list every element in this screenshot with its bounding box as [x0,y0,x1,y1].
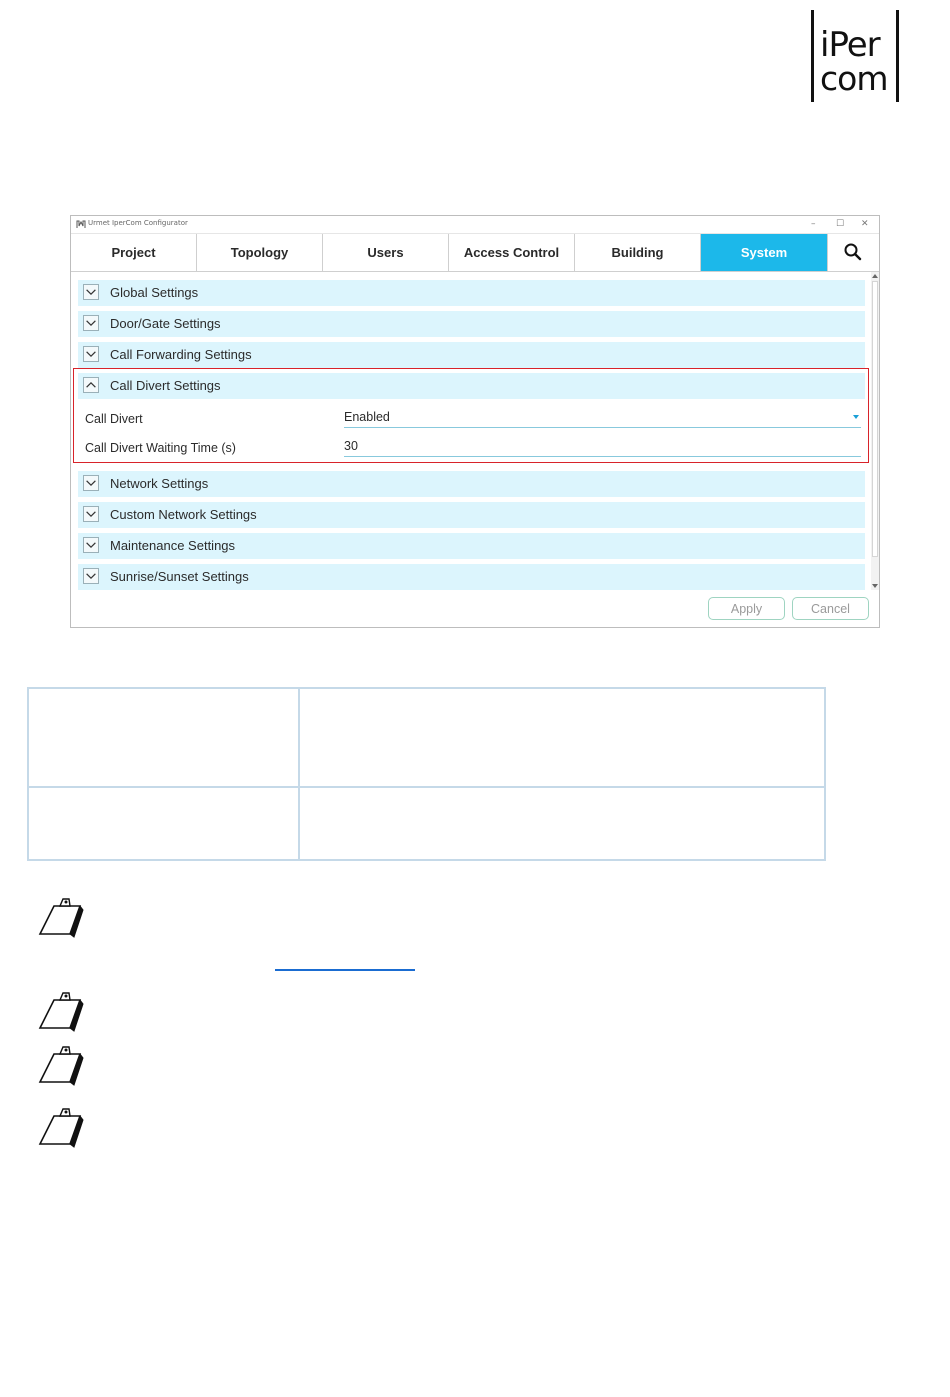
tab-access-control[interactable]: Access Control [449,234,575,271]
minimize-button[interactable]: – [811,219,816,229]
scrollbar-thumb[interactable] [872,281,878,557]
logo-line-1: iPer [820,25,880,65]
chevron-down-icon [83,537,99,553]
chevron-down-icon [83,284,99,300]
dropdown-arrow-icon [853,415,859,419]
window-title: Urmet IperCom Configurator [88,219,188,227]
logo-line-2: com [820,59,888,98]
tab-building-automation[interactable]: Building [575,234,701,271]
section-call-divert-settings[interactable] [78,373,865,399]
table-row-divider [29,786,824,788]
section-label: Maintenance Settings [110,538,236,553]
note-link-underline[interactable] [275,969,415,971]
app-icon [76,219,86,229]
maximize-button[interactable]: ☐ [836,219,845,229]
section-network-settings[interactable] [78,471,865,497]
tab-system[interactable]: System [701,234,828,271]
section-sunrise-sunset-settings[interactable] [78,564,865,590]
ipercom-logo [809,10,901,104]
note-clipboard-icon [36,896,86,940]
logo-left-bar [811,10,814,102]
section-custom-network-settings[interactable] [78,502,865,528]
waiting-time-label: Call Divert Waiting Time (s) [85,441,236,455]
configurator-window [70,215,880,628]
section-door-gate-settings[interactable] [78,311,865,337]
main-tabs [71,234,879,272]
section-label: Network Settings [110,476,209,491]
table-column-divider [298,689,300,859]
close-button[interactable]: ✕ [861,219,869,229]
section-label: Door/Gate Settings [110,316,221,331]
section-label: Global Settings [110,285,199,300]
chevron-down-icon [83,346,99,362]
search-button[interactable] [828,234,879,271]
search-icon [828,234,879,271]
scroll-down-icon[interactable] [872,584,878,588]
vertical-scrollbar[interactable] [871,272,879,590]
section-global-settings[interactable] [78,280,865,306]
logo-right-bar [896,10,899,102]
note-clipboard-icon [36,1044,86,1088]
parameter-table [27,687,826,861]
note-clipboard-icon [36,1106,86,1150]
tab-project[interactable]: Project [71,234,197,271]
title-bar [71,216,879,234]
cancel-button[interactable]: Cancel [792,597,869,620]
tab-topology[interactable]: Topology [197,234,323,271]
chevron-down-icon [83,568,99,584]
note-clipboard-icon [36,990,86,1034]
section-maintenance-settings[interactable] [78,533,865,559]
section-label: Call Divert Settings [110,378,221,393]
section-label: Custom Network Settings [110,507,257,522]
tab-users[interactable]: Users [323,234,449,271]
waiting-time-input[interactable] [344,436,861,457]
section-label: Sunrise/Sunset Settings [110,569,249,584]
waiting-time-value: 30 [344,439,358,453]
section-call-forwarding-settings[interactable] [78,342,865,368]
scroll-up-icon[interactable] [872,274,878,278]
call-divert-label: Call Divert [85,412,143,426]
chevron-up-icon [83,377,99,393]
chevron-down-icon [83,315,99,331]
call-divert-value: Enabled [344,410,390,424]
chevron-down-icon [83,475,99,491]
call-divert-select[interactable] [344,407,861,428]
settings-panel [71,272,879,590]
chevron-down-icon [83,506,99,522]
section-label: Call Forwarding Settings [110,347,252,362]
apply-button[interactable]: Apply [708,597,785,620]
